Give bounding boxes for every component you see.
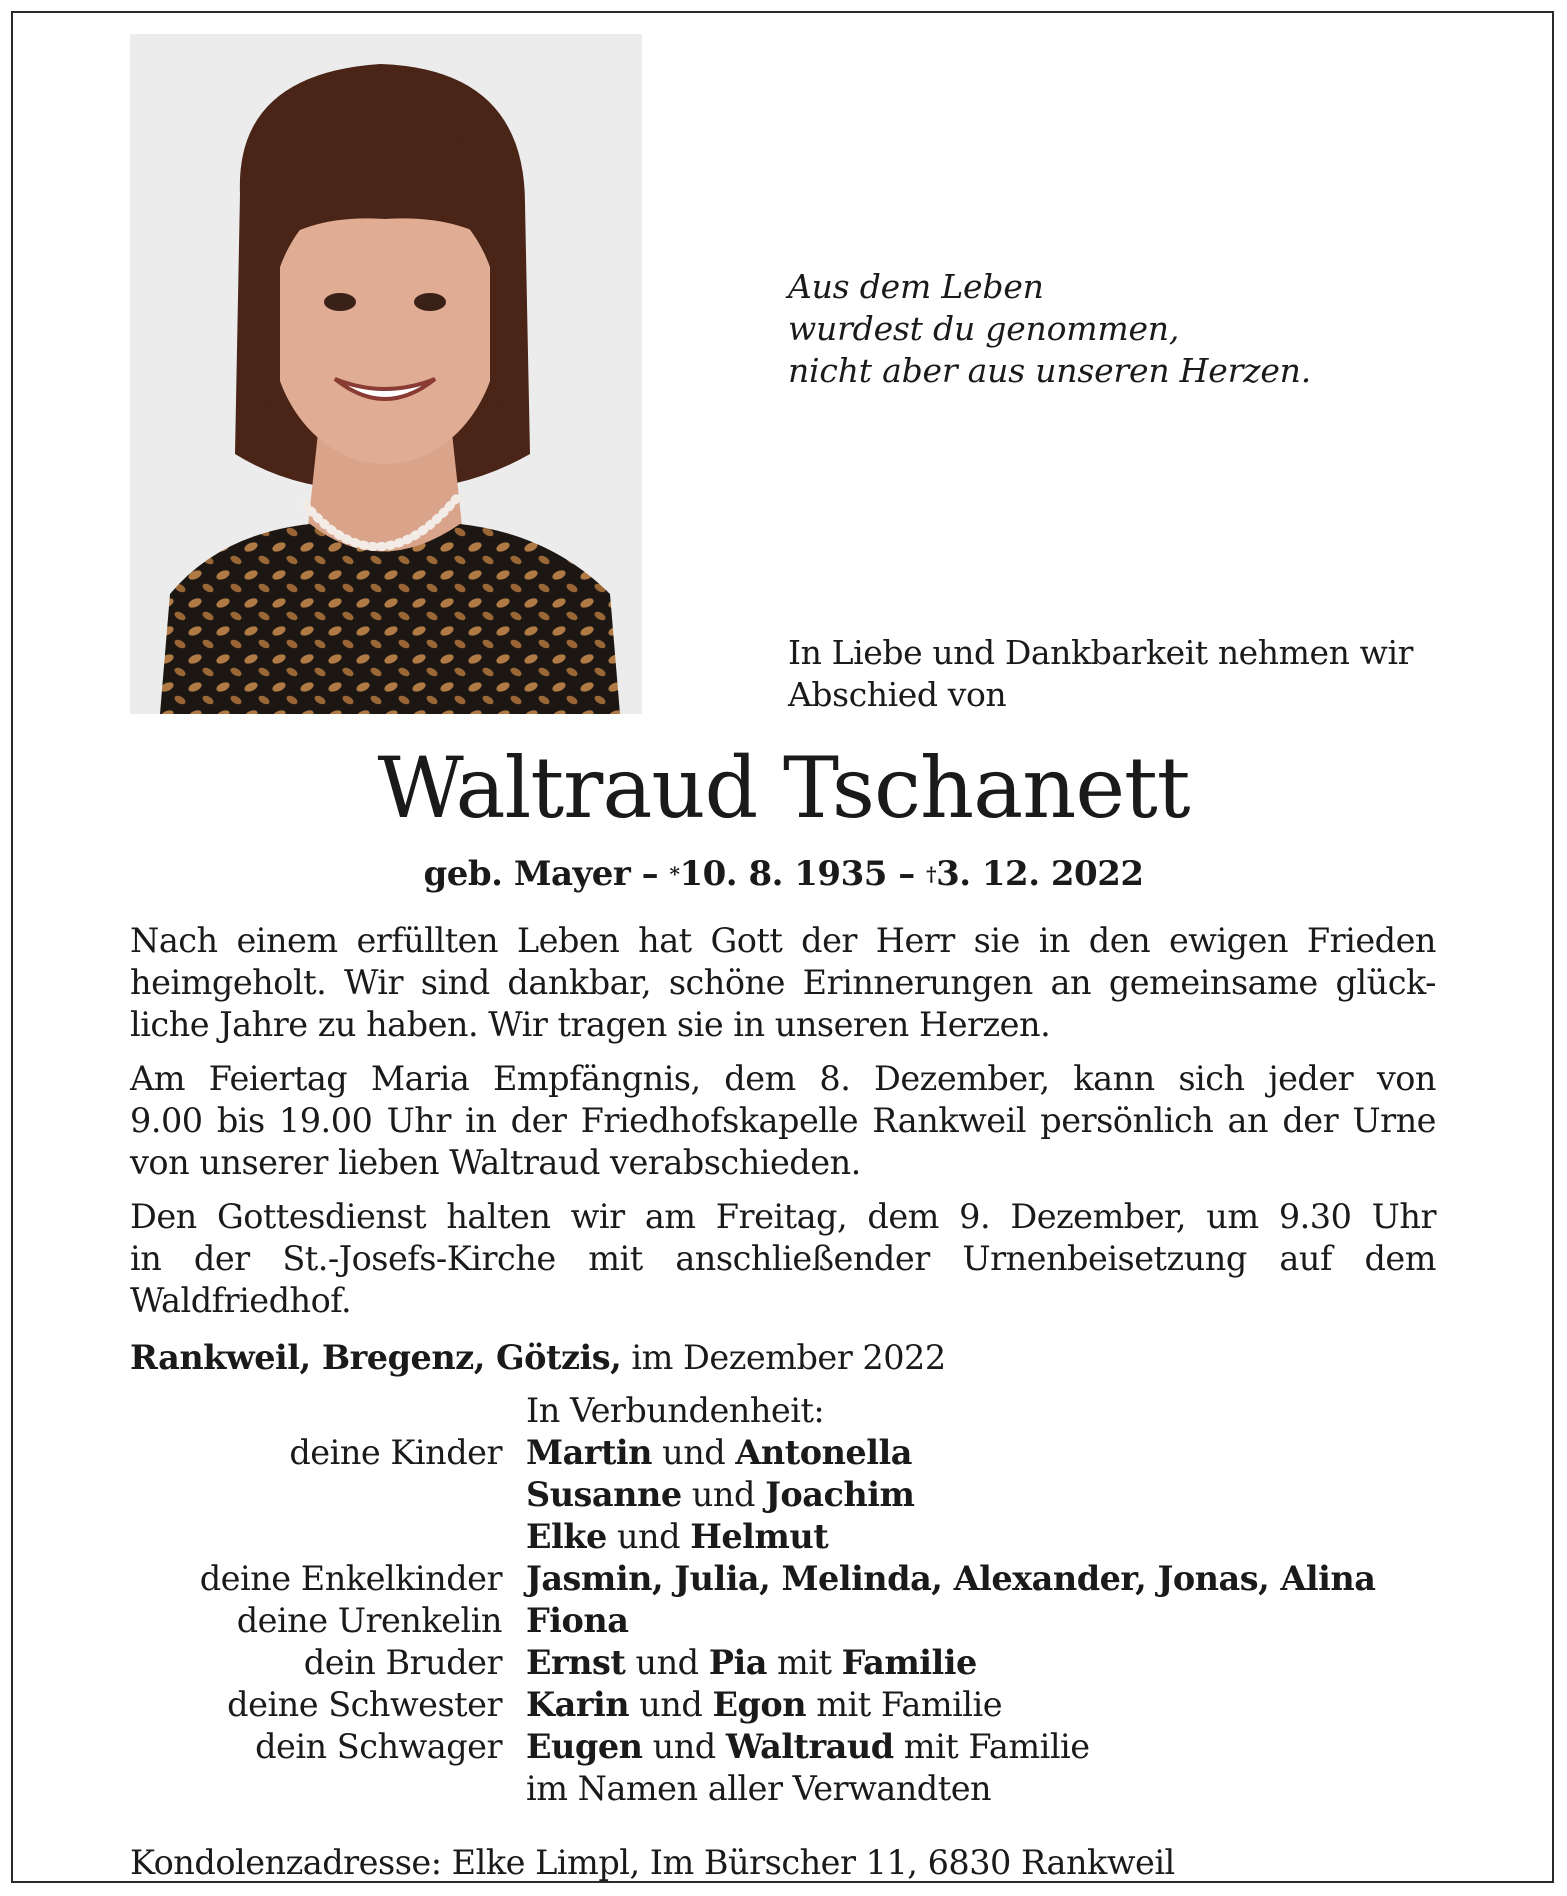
text-line: liche Jahre zu haben. Wir tragen sie in unseren Herzen.: [130, 1005, 1051, 1044]
text-line: Waldfriedhof.: [130, 1281, 352, 1320]
text-line: Den Gottesdienst halten wir am Freitag, dem 9. Dezember, um 9.30 Uhr: [130, 1197, 1436, 1236]
birth-date: 10. 8. 1935: [679, 854, 887, 894]
place-date: im Dezember 2022: [631, 1338, 946, 1377]
announcement-body: [130, 920, 1436, 1334]
relative-name: Eugen: [526, 1727, 643, 1766]
family-names: [526, 1516, 828, 1558]
family-list: [130, 1390, 1375, 1810]
relative-name: Pia: [708, 1643, 767, 1682]
death-symbol: †: [926, 862, 937, 886]
family-row: [130, 1726, 1375, 1768]
family-row: [130, 1768, 1375, 1810]
maiden-name: geb. Mayer: [423, 854, 631, 894]
relative-name: Jasmin, Julia, Melinda, Alexander, Jonas, Alina: [526, 1559, 1376, 1598]
family-heading-row: [130, 1390, 1375, 1432]
connector-text: im Namen aller Verwandten: [526, 1769, 992, 1808]
paragraph: [130, 1058, 1436, 1184]
relative-name: Helmut: [690, 1517, 829, 1556]
birth-symbol: *: [669, 862, 680, 886]
connector-text: und: [625, 1643, 709, 1682]
portrait-photo: [130, 34, 642, 714]
family-row: [130, 1684, 1375, 1726]
family-names: [526, 1600, 628, 1642]
life-dates: [0, 852, 1567, 900]
paragraph: [130, 1196, 1436, 1322]
family-relation: deine Kinder: [289, 1433, 502, 1472]
family-names: [526, 1642, 977, 1684]
paragraph: [130, 920, 1436, 1046]
text-line: Nach einem erfüllten Leben hat Gott der Herr sie in den ewigen Frieden: [130, 921, 1436, 960]
family-row: [130, 1474, 1375, 1516]
motto-line: Aus dem Leben: [788, 267, 1044, 306]
family-relation: dein Schwager: [255, 1727, 502, 1766]
connector-text: und: [642, 1727, 726, 1766]
relative-name: Ernst: [526, 1643, 626, 1682]
family-names: [526, 1768, 991, 1810]
relative-name: Antonella: [735, 1433, 912, 1472]
family-relation: deine Urenkelin: [236, 1601, 502, 1640]
family-row: [130, 1600, 1375, 1642]
family-names: [526, 1558, 1375, 1600]
connector-text: mit Familie: [806, 1685, 1003, 1724]
family-relation: [130, 1516, 526, 1558]
deceased-name: Waltraud Tschanett: [377, 739, 1190, 837]
motto-quote: [788, 266, 1311, 392]
family-row: [130, 1558, 1375, 1600]
intro-line: Abschied von: [788, 675, 1007, 714]
family-relation: deine Schwester: [227, 1685, 502, 1724]
relative-name: Martin: [526, 1433, 652, 1472]
dash: –: [898, 854, 915, 894]
intro-line: In Liebe und Dankbarkeit nehmen wir: [788, 633, 1414, 672]
family-names: [526, 1684, 1002, 1726]
text-line: 9.00 bis 19.00 Uhr in der Friedhofskapelle Rankweil persönlich an der Urne: [130, 1101, 1436, 1140]
connector-text: mit Familie: [893, 1727, 1090, 1766]
family-names: [526, 1726, 1090, 1768]
family-row: [130, 1642, 1375, 1684]
motto-line: wurdest du genommen,: [788, 309, 1180, 348]
death-date: 3. 12. 2022: [936, 854, 1144, 894]
motto-line: nicht aber aus unseren Herzen.: [788, 351, 1311, 390]
text-line: Am Feiertag Maria Empfängnis, dem 8. Dezember, kann sich jeder von: [130, 1059, 1436, 1098]
family-relation: deine Enkelkinder: [199, 1559, 502, 1598]
connector-text: und: [629, 1685, 713, 1724]
family-names: [526, 1432, 912, 1474]
text-line: in der St.-Josefs-Kirche mit anschließender Urnenbeisetzung auf dem: [130, 1239, 1436, 1278]
relative-name: Joachim: [765, 1475, 915, 1514]
places: Rankweil, Bregenz, Götzis,: [130, 1338, 622, 1377]
farewell-intro: [788, 632, 1413, 716]
connector-text: und: [606, 1517, 691, 1556]
connector-text: und: [652, 1433, 736, 1472]
portrait-image: [130, 34, 642, 714]
relative-name: Elke: [526, 1517, 607, 1556]
family-relation: [130, 1474, 526, 1516]
relative-name: Karin: [526, 1685, 630, 1724]
relative-name: Egon: [712, 1685, 807, 1724]
family-relation: [130, 1768, 526, 1810]
relative-name: Waltraud: [725, 1727, 894, 1766]
relative-name: Susanne: [526, 1475, 682, 1514]
relative-name: Familie: [841, 1643, 977, 1682]
condolence-address: Kondolenzadresse: Elke Limpl, Im Bürscher 11, 6830 Rankweil: [130, 1843, 1175, 1882]
text-line: von unserer lieben Waltraud verabschieden.: [130, 1143, 861, 1182]
family-relation: dein Bruder: [303, 1643, 502, 1682]
dash: –: [641, 854, 659, 894]
family-row: [130, 1432, 1375, 1474]
place-date-line: [130, 1337, 946, 1379]
family-names: [526, 1474, 914, 1516]
family-heading: In Verbundenheit:: [526, 1391, 825, 1430]
text-line: heimgeholt. Wir sind dankbar, schöne Erinnerungen an gemeinsame glück-: [130, 963, 1436, 1002]
connector-text: und: [681, 1475, 766, 1514]
family-row: [130, 1516, 1375, 1558]
relative-name: Fiona: [526, 1601, 629, 1640]
connector-text: mit: [766, 1643, 842, 1682]
